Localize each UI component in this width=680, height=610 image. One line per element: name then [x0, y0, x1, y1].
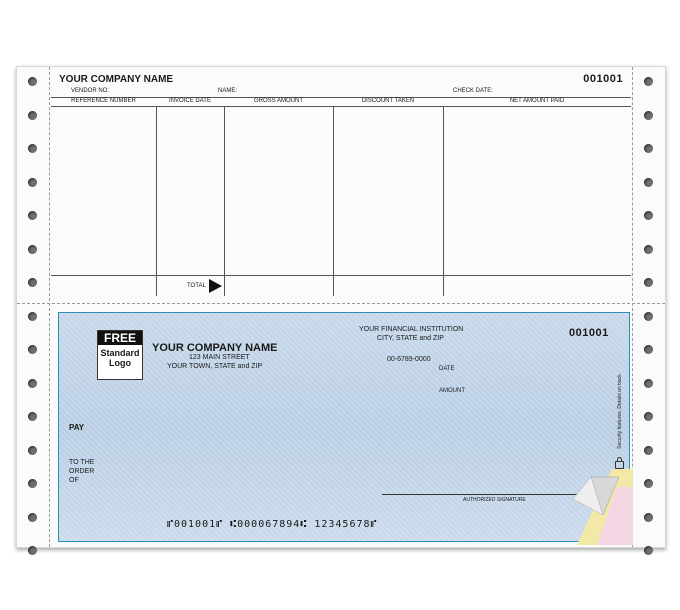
bank-city: CITY, STATE and ZIP	[377, 335, 444, 342]
tractor-hole	[644, 278, 653, 287]
tractor-hole	[644, 446, 653, 455]
column-divider	[224, 106, 225, 296]
amount-label: AMOUNT	[439, 388, 465, 394]
total-label: TOTAL	[187, 283, 206, 289]
tractor-hole	[28, 513, 37, 522]
routing-fraction: 00-6789-0000	[387, 356, 431, 363]
perforation-line	[17, 303, 665, 304]
column-header-net: NET AMOUNT PAID	[509, 98, 565, 104]
logo-word: Logo	[109, 358, 131, 368]
continuous-check-form	[16, 66, 666, 548]
tractor-hole	[644, 144, 653, 153]
total-rule	[51, 275, 631, 276]
column-divider	[443, 106, 444, 296]
bank-name: YOUR FINANCIAL INSTITUTION	[359, 326, 464, 333]
tractor-hole	[28, 345, 37, 354]
tractor-hole	[28, 446, 37, 455]
name-label: NAME:	[218, 88, 238, 94]
micr-line: ⑈001001⑈ ⑆000067894⑆ 12345678⑈	[167, 519, 378, 530]
column-header-gross: GROSS AMOUNT	[253, 98, 303, 104]
tractor-hole	[28, 144, 37, 153]
tractor-hole	[28, 479, 37, 488]
tractor-hole	[644, 312, 653, 321]
voucher-stub	[51, 67, 631, 299]
company-address-city: YOUR TOWN, STATE and ZIP	[167, 363, 263, 370]
pay-label: PAY	[69, 423, 85, 432]
check-date-label: CHECK DATE:	[453, 88, 493, 94]
signature-label: AUTHORIZED SIGNATURE	[463, 497, 526, 503]
check-company-name: YOUR COMPANY NAME	[152, 342, 278, 354]
to-the-label: TO THE	[69, 459, 95, 466]
column-header-discount: DISCOUNT TAKEN	[361, 98, 415, 104]
tractor-hole	[644, 111, 653, 120]
tractor-hole	[28, 111, 37, 120]
tractor-hole	[644, 77, 653, 86]
check-body	[58, 312, 630, 542]
date-label: DATE	[439, 366, 455, 372]
of-label: OF	[69, 477, 79, 484]
tractor-hole	[644, 546, 653, 555]
logo-free: FREE	[98, 331, 142, 345]
company-address-street: 123 MAIN STREET	[189, 354, 250, 361]
tractor-hole	[28, 312, 37, 321]
logo-standard: Standard	[100, 348, 140, 358]
tractor-hole	[644, 379, 653, 388]
tractor-hole	[28, 77, 37, 86]
order-label: ORDER	[69, 468, 95, 475]
security-features-text: Security features. Details on back.	[617, 373, 623, 449]
header-bottom-rule	[51, 106, 631, 107]
tractor-hole	[644, 345, 653, 354]
tractor-hole	[644, 178, 653, 187]
page-curl-icon	[557, 469, 647, 545]
column-divider	[156, 106, 157, 296]
tractor-hole	[644, 211, 653, 220]
tractor-hole	[644, 245, 653, 254]
tractor-hole	[28, 546, 37, 555]
lock-icon	[615, 461, 624, 469]
tractor-hole	[28, 245, 37, 254]
total-arrow-icon	[209, 279, 222, 293]
tractor-hole	[28, 278, 37, 287]
check-number: 001001	[569, 327, 609, 339]
stub-company-name: YOUR COMPANY NAME	[59, 74, 174, 85]
vendor-label: VENDOR NO:	[71, 88, 110, 94]
left-tractor-strip	[17, 67, 50, 547]
tractor-hole	[28, 178, 37, 187]
tractor-hole	[28, 211, 37, 220]
tractor-hole	[28, 379, 37, 388]
column-divider	[333, 106, 334, 296]
tractor-hole	[28, 412, 37, 421]
company-logo	[97, 330, 143, 380]
column-header-reference: REFERENCE NUMBER	[71, 98, 136, 104]
stub-check-number: 001001	[583, 73, 623, 85]
tractor-hole	[644, 412, 653, 421]
column-header-invoice-date: INVOICE DATE	[169, 98, 211, 104]
